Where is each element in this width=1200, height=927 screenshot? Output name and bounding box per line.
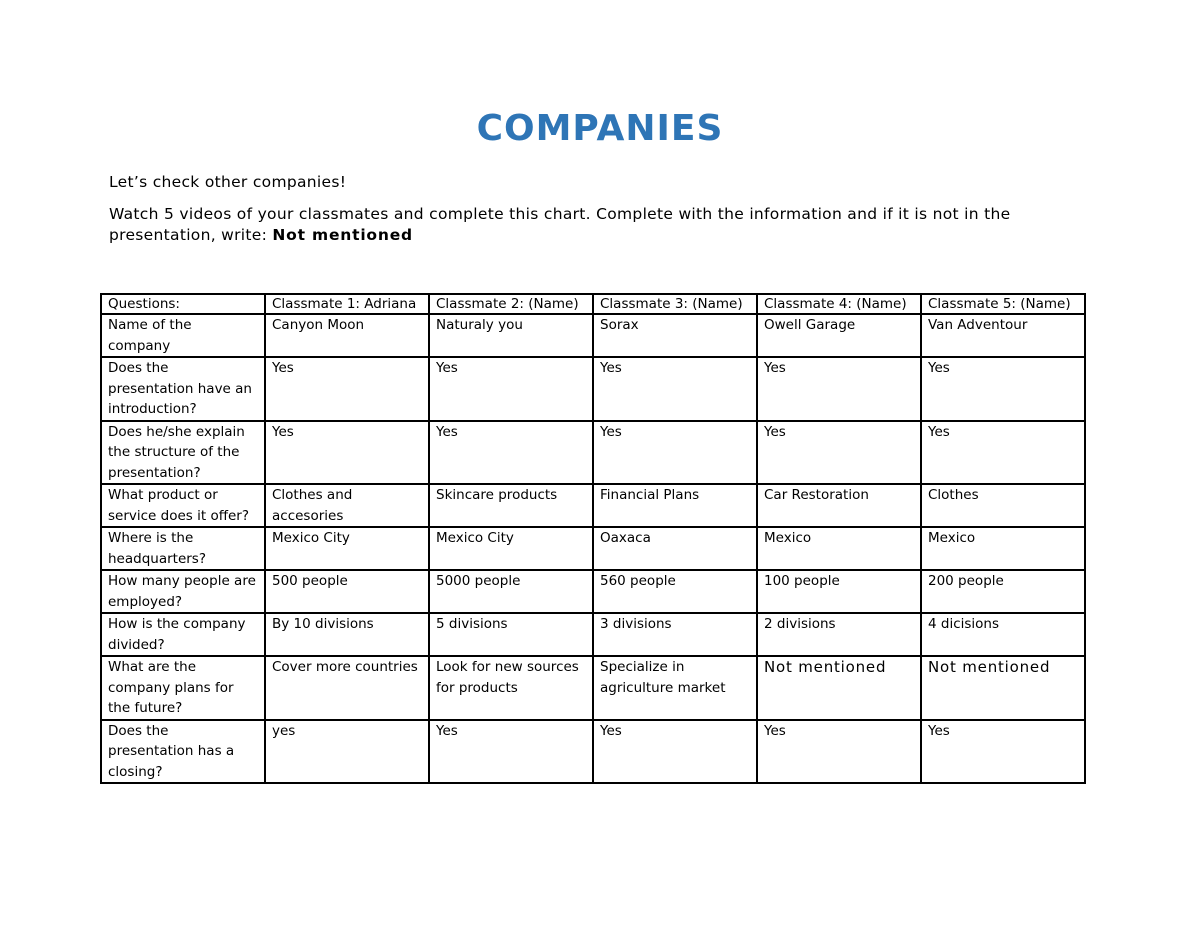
instructions-paragraph (109, 204, 1069, 246)
answer-cell: 5 divisions (429, 613, 593, 656)
page-title: COMPANIES (476, 108, 724, 149)
header-classmate-3: Classmate 3: (Name) (593, 294, 757, 314)
answer-cell: Yes (593, 357, 757, 421)
answer-cell: 2 divisions (757, 613, 921, 656)
answer-cell: Owell Garage (757, 314, 921, 357)
answer-cell: Yes (429, 720, 593, 784)
question-cell: Name of the company (101, 314, 265, 357)
answer-cell: Mexico (921, 527, 1085, 570)
answer-cell: Yes (757, 357, 921, 421)
header-classmate-1: Classmate 1: Adriana (265, 294, 429, 314)
answer-cell: Van Adventour (921, 314, 1085, 357)
table-row (101, 656, 1085, 720)
answer-cell: Yes (757, 720, 921, 784)
table-row (101, 314, 1085, 357)
answer-cell: 4 dicisions (921, 613, 1085, 656)
answer-cell-not-mentioned: Not mentioned (921, 656, 1085, 720)
answer-cell: Mexico City (429, 527, 593, 570)
intro-text: Let’s check other companies! (109, 173, 347, 191)
answer-cell: Cover more countries (265, 656, 429, 720)
answer-cell: Look for new sources for products (429, 656, 593, 720)
table-row (101, 613, 1085, 656)
header-classmate-5: Classmate 5: (Name) (921, 294, 1085, 314)
table-row (101, 421, 1085, 485)
header-questions: Questions: (101, 294, 265, 314)
question-cell: Does he/she explain the structure of the presentation? (101, 421, 265, 485)
answer-cell: 5000 people (429, 570, 593, 613)
answer-cell: 560 people (593, 570, 757, 613)
answer-cell: Car Restoration (757, 484, 921, 527)
question-cell: Does the presentation have an introduction? (101, 357, 265, 421)
answer-cell: 100 people (757, 570, 921, 613)
question-cell: How is the company divided? (101, 613, 265, 656)
answer-cell: Specialize in agriculture market (593, 656, 757, 720)
header-classmate-2: Classmate 2: (Name) (429, 294, 593, 314)
companies-table (100, 293, 1086, 784)
answer-cell: Mexico (757, 527, 921, 570)
answer-cell: Yes (921, 357, 1085, 421)
answer-cell: 3 divisions (593, 613, 757, 656)
question-cell: Where is the headquarters? (101, 527, 265, 570)
answer-cell: Yes (593, 421, 757, 485)
answer-cell: Skincare products (429, 484, 593, 527)
answer-cell: Yes (265, 421, 429, 485)
answer-cell: 200 people (921, 570, 1085, 613)
answer-cell: Yes (921, 720, 1085, 784)
question-cell: What product or service does it offer? (101, 484, 265, 527)
question-cell: What are the company plans for the future? (101, 656, 265, 720)
table-row (101, 484, 1085, 527)
answer-cell: Oaxaca (593, 527, 757, 570)
answer-cell: Mexico City (265, 527, 429, 570)
answer-cell: Naturaly you (429, 314, 593, 357)
answer-cell: Clothes and accesories (265, 484, 429, 527)
answer-cell-not-mentioned: Not mentioned (757, 656, 921, 720)
answer-cell: Sorax (593, 314, 757, 357)
answer-cell: Yes (593, 720, 757, 784)
question-cell: Does the presentation has a closing? (101, 720, 265, 784)
answer-cell: Clothes (921, 484, 1085, 527)
answer-cell: Yes (921, 421, 1085, 485)
answer-cell: Yes (757, 421, 921, 485)
instructions-emphasis: Not mentioned (272, 226, 413, 244)
answer-cell: Canyon Moon (265, 314, 429, 357)
table-row (101, 527, 1085, 570)
answer-cell: Yes (429, 357, 593, 421)
answer-cell: By 10 divisions (265, 613, 429, 656)
table-row (101, 357, 1085, 421)
question-cell: How many people are employed? (101, 570, 265, 613)
answer-cell: 500 people (265, 570, 429, 613)
table-row (101, 570, 1085, 613)
answer-cell: Yes (265, 357, 429, 421)
answer-cell: Yes (429, 421, 593, 485)
table-header-row (101, 294, 1085, 314)
table-row (101, 720, 1085, 784)
answer-cell: yes (265, 720, 429, 784)
answer-cell: Financial Plans (593, 484, 757, 527)
instructions-text: Watch 5 videos of your classmates and complete this chart. Complete with the information and if it is not in the presentation, write: (109, 205, 1011, 244)
header-classmate-4: Classmate 4: (Name) (757, 294, 921, 314)
